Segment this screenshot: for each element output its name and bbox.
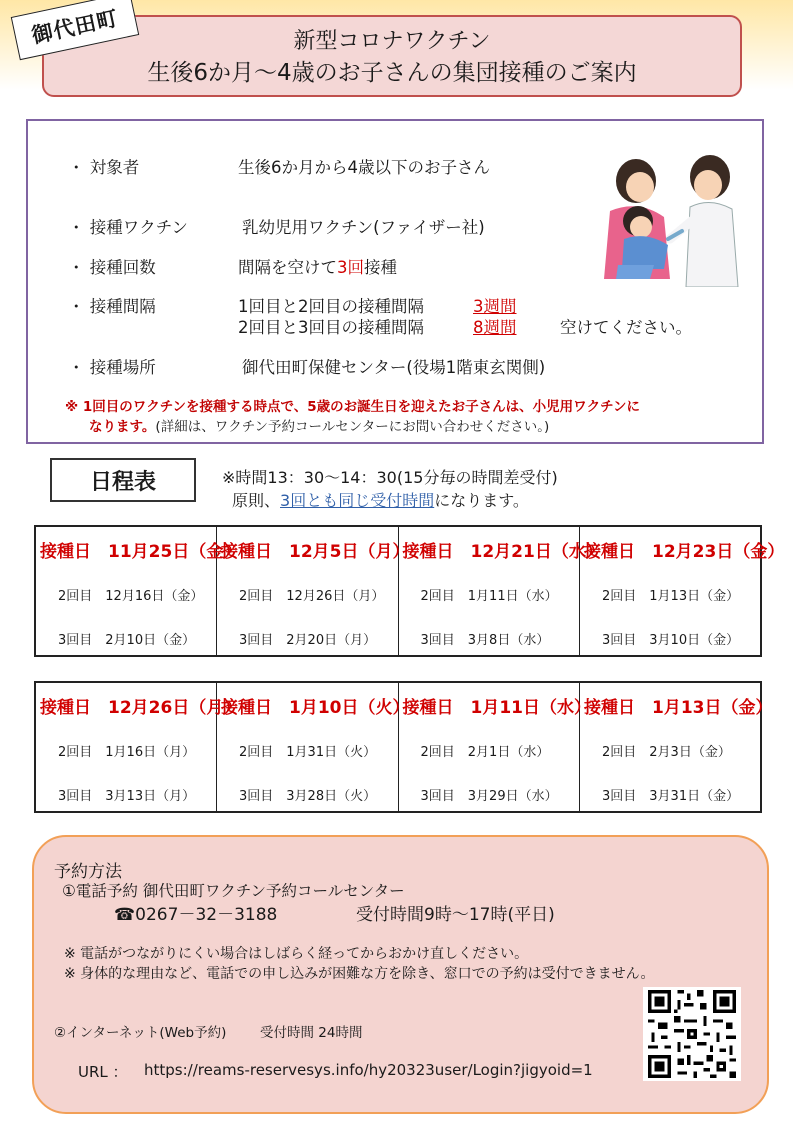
second-dose-date: 2回目 1月16日（月） [58,745,196,760]
note-line-2-rest: (詳細は、ワクチン予約コールセンターにお問い合わせください。) [155,419,550,435]
schedule-table-2 [34,681,773,813]
schedule-cell [217,527,410,655]
phone-hours: 受付時間9時～17時(平日) [356,905,555,925]
interval-1-text: 1回目と2回目の接種間隔 [238,297,424,316]
interval-label: ・ 接種間隔 [68,297,156,316]
third-dose-date: 3回目 3月10日（金） [602,633,740,648]
reservation-heading: 予約方法 [54,862,122,882]
second-dose-date: 2回目 1月13日（金） [602,589,740,604]
title-line-2: 生後6か月～4歳のお子さんの集団接種のご案内 [147,60,637,86]
first-dose-date: 接種日 12月26日（月） [40,698,241,718]
url-label: URL ： [78,1063,128,1081]
count-value [238,257,397,279]
principle-line [222,489,558,512]
first-dose-date: 接種日 12月23日（金） [584,542,785,562]
third-dose-date: 3回目 3月8日（水） [420,633,550,648]
second-dose-date: 2回目 12月16日（金） [58,589,204,604]
third-dose-date: 3回目 3月28日（火） [239,789,377,804]
schedule-cell [580,683,773,811]
third-dose-date: 3回目 3月29日（水） [420,789,558,804]
schedule-label: 日程表 [50,458,196,502]
age-note [65,397,745,437]
web-hours: 受付時間 24時間 [260,1025,363,1041]
count-prefix: 間隔を空けて [238,258,337,277]
target-label: ・ 対象者 [68,158,140,177]
title-banner [42,15,742,97]
first-dose-date: 接種日 12月21日（水） [402,542,603,562]
interval-2-weeks: 8週間 [473,318,517,337]
qr-code[interactable] [643,987,741,1081]
town-badge: 御代田町 [11,0,139,60]
count-number: 3回 [337,258,364,277]
second-dose-date: 2回目 2月1日（水） [420,745,550,760]
schedule-cell [36,527,241,655]
first-dose-date: 接種日 1月13日（金） [584,698,773,718]
interval-1-weeks: 3週間 [473,297,517,316]
first-dose-date: 接種日 11月25日（金） [40,542,241,562]
note-line-1: ※ 1回目のワクチンを接種する時点で、5歳のお誕生日を迎えたお子さんは、小児用ワクチンに [65,399,640,415]
reservation-box [32,835,769,1114]
principle-prefix: 原則、 [232,491,281,510]
schedule-table-1 [34,525,785,657]
second-dose-date: 2回目 2月3日（金） [602,745,731,760]
interval-2-text: 2回目と3回目の接種間隔 [238,318,424,337]
vaccine-value: 乳幼児用ワクチン(ファイザー社) [242,218,485,237]
phone-number[interactable]: ☎0267－32－3188 [114,905,278,925]
third-dose-date: 3回目 3月31日（金） [602,789,740,804]
count-suffix: 接種 [364,258,397,277]
count-label: ・ 接種回数 [68,258,156,277]
schedule-cell [399,527,603,655]
third-dose-date: 3回目 3月13日（月） [58,789,196,804]
info-box [26,119,764,444]
title-line-1: 新型コロナワクチン [293,29,491,54]
third-dose-date: 3回目 2月20日（月） [239,633,377,648]
phone-note-1: ※ 電話がつながりにくい場合はしばらく経ってからおかけ直しください。 [64,946,529,962]
principle-link: 3回とも同じ受付時間 [280,491,435,510]
place-value: 御代田町保健センター(役場1階東玄関側) [242,358,546,377]
schedule-cell [580,527,785,655]
note-line-2 [65,417,745,437]
schedule-time-note [222,466,558,512]
schedule-cell [36,683,241,811]
place-label: ・ 接種場所 [68,358,156,377]
principle-suffix: になります。 [434,491,529,510]
target-value: 生後6か月から4歳以下のお子さん [238,158,490,177]
first-dose-date: 接種日 12月5日（月） [221,542,410,562]
schedule-cell [217,683,410,811]
second-dose-date: 2回目 12月26日（月） [239,589,385,604]
second-dose-date: 2回目 1月11日（水） [420,589,558,604]
second-dose-date: 2回目 1月31日（火） [239,745,377,760]
vaccination-illustration [598,147,748,287]
phone-note-2: ※ 身体的な理由など、電話での申し込みが困難な方を除き、窓口での予約は受付できません。 [64,966,655,982]
web-reservation-title: ②インターネット(Web予約) [54,1025,227,1041]
note-line-2-red: なります。 [89,419,156,435]
time-range: ※時間13：30～14：30(15分毎の時間差受付) [222,468,558,487]
interval-suffix: 空けてください。 [560,318,692,337]
first-dose-date: 接種日 1月10日（火） [221,698,410,718]
schedule-cell [399,683,591,811]
reservation-url[interactable]: https://reams-reservesys.info/hy20323user/Login?jigyoid=1 [144,1061,593,1079]
phone-reservation-title: ①電話予約 御代田町ワクチン予約コールセンター [62,882,405,900]
third-dose-date: 3回目 2月10日（金） [58,633,196,648]
first-dose-date: 接種日 1月11日（水） [402,698,591,718]
vaccine-label: ・ 接種ワクチン [68,218,188,237]
